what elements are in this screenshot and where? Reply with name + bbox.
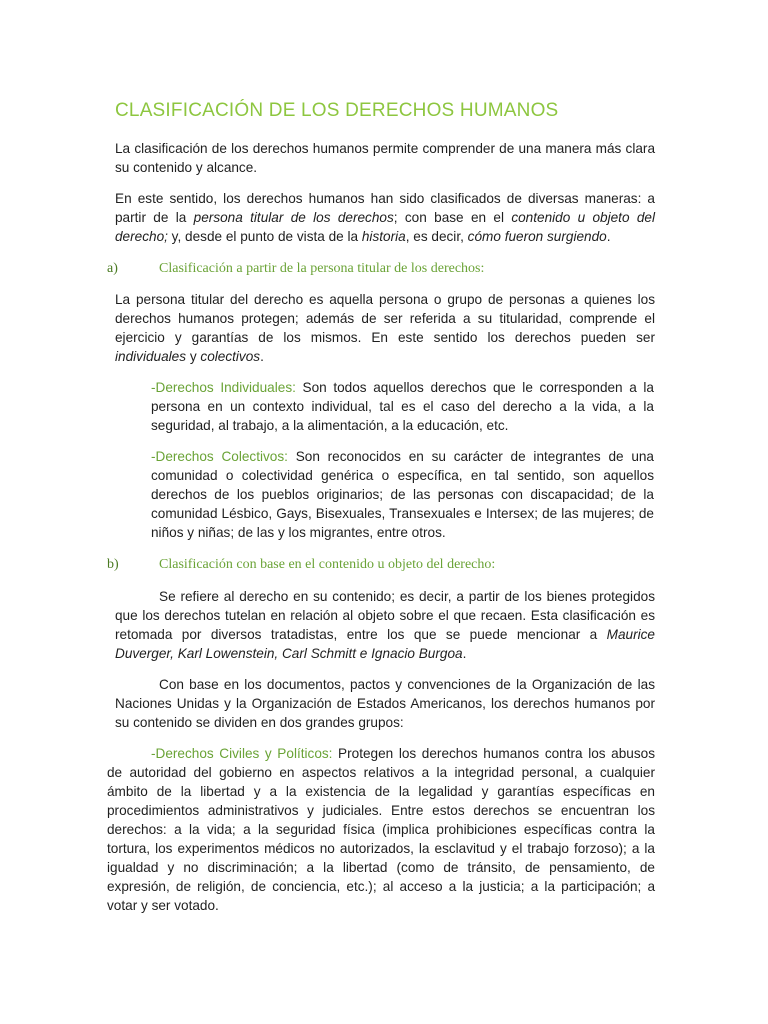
emphasis-historia: historia — [361, 229, 406, 244]
text-run: , es decir, — [405, 229, 468, 244]
section-a-paragraph — [115, 290, 655, 366]
text-run: y — [186, 349, 201, 364]
text-run: y, desde el punto de vista de la — [167, 229, 362, 244]
text-run: Son todos aquellos derechos que le corresponden a la persona en un contexto individual, tal es el caso del derecho a la vida, a la seguridad, al trabajo, a la alimentación, a la educación, etc. — [151, 380, 654, 433]
derechos-colectivos-paragraph — [151, 447, 654, 542]
section-a-letter: a) — [107, 261, 118, 276]
classification-paragraph — [115, 189, 655, 246]
text-run: Protegen los derechos humanos contra los abusos de autoridad del gobierno en aspectos relativos a la integridad personal, a cualquier ámbito de la libertad y a la existencia de la legalidad y garantías específicas en procedimientos administrativos y judiciales. Entre estos derechos se encuentran los derechos: a la vida; a la seguridad física (implica prohibiciones específicas contra la tortura, los experimentos médicos no autorizados, la esclavitud y el trabajo forzoso); a la igualdad y no discriminación; a la libertad (como de tránsito, de pensamiento, de expresión, de religión, de conciencia, etc.); al acceso a la justicia; a la participación; a votar y ser votado. — [107, 746, 656, 913]
derechos-individuales-label: -Derechos Individuales: — [151, 380, 296, 395]
section-a-heading-text: Clasificación a partir de la persona titular de los derechos: — [159, 261, 485, 276]
emphasis-individuales: individuales — [115, 349, 187, 364]
section-b-heading-text: Clasificación con base en el contenido u objeto del derecho: — [159, 557, 496, 572]
intro-paragraph: La clasificación de los derechos humanos permite comprender de una manera más clara su contenido y alcance. — [115, 141, 655, 175]
derechos-individuales-paragraph — [151, 378, 654, 435]
section-a-heading — [107, 259, 484, 278]
text-run: Son reconocidos en su carácter de integrantes de una comunidad o colectividad genérica o específica, en tal sentido, son aquellos derechos de los pueblos originarios; de las personas con discapacidad; de la comunidad Lésbico, Gays, Bisexuales, Transexuales e Intersex; de las mujeres; de niños y niñas; de las y los migrantes, entre otros. — [151, 449, 654, 540]
emphasis-persona-titular: persona titular de los derechos — [193, 210, 394, 225]
section-b-letter: b) — [107, 557, 119, 572]
text-run: . — [260, 349, 264, 364]
text-run: ; con base en el — [393, 210, 512, 225]
section-b-heading — [107, 555, 495, 574]
derechos-civiles-label: -Derechos Civiles y Políticos: — [151, 746, 333, 761]
derechos-civiles-paragraph — [107, 744, 655, 915]
section-b-paragraph-1 — [115, 587, 655, 663]
text-run: En este sentido, los derechos humanos han sido clasificados de diversas maneras: a partir de la — [115, 191, 655, 225]
page-title: CLASIFICACIÓN DE LOS DERECHOS HUMANOS — [115, 100, 559, 121]
section-b-paragraph-2: Con base en los documentos, pactos y convenciones de la Organización de las Naciones Unidas y la Organización de Estados Americanos, los derechos humanos por su contenido se dividen en dos grandes grupos: — [115, 677, 655, 730]
emphasis-como-surgiendo: cómo fueron surgiendo — [467, 229, 607, 244]
emphasis-contenido-objeto: contenido u objeto del derecho; — [115, 210, 655, 244]
text-run: . — [606, 229, 611, 244]
emphasis-authors: Maurice Duverger, Karl Lowenstein, Carl Schmitt e Ignacio Burgoa — [115, 627, 655, 661]
emphasis-colectivos: colectivos — [200, 349, 261, 364]
text-run: La persona titular del derecho es aquella persona o grupo de personas a quienes los derechos humanos protegen; además de ser referida a su titularidad, comprende el ejercicio y garantías de los mismos. En este sentido los derechos pueden ser — [115, 292, 655, 345]
text-run: . — [462, 646, 467, 661]
derechos-colectivos-label: -Derechos Colectivos: — [151, 449, 288, 464]
text-run: Se refiere al derecho en su contenido; es decir, a partir de los bienes protegidos que los derechos tutelan en relación al objeto sobre el que recaen. Esta clasificación es retomada por diversos tratadistas, entre los que se puede mencionar a — [115, 589, 655, 642]
